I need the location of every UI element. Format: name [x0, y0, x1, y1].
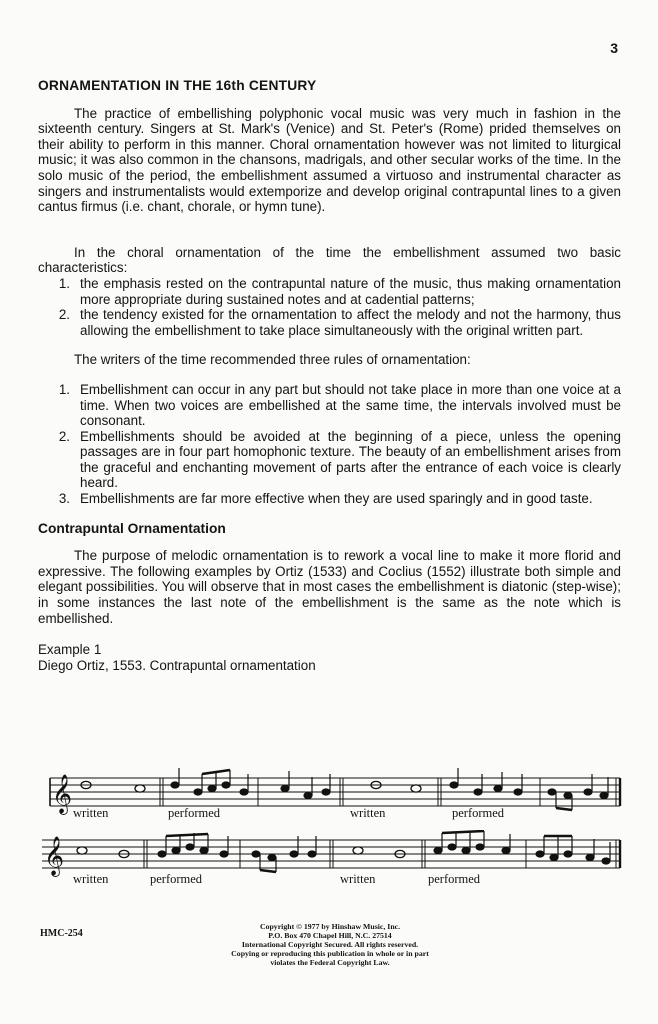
staff-1-label-performed: performed	[452, 806, 505, 820]
treble-clef-icon: 𝄞	[52, 774, 73, 814]
staff-2-label-written: written	[340, 872, 376, 886]
list-item: 1. the emphasis rested on the contrapuntal nature of the music, thus making ornamentation more appropriate during sustained notes and at cadential patterns;	[58, 275, 621, 307]
article-body	[38, 78, 621, 673]
list-item: 2. the tendency existed for the ornamentation to affect the melody and not the harmony, thus allowing the embellishment to take place simultaneously with the original written part.	[58, 307, 621, 338]
intro-paragraph: The practice of embellishing polyphonic vocal music was very much in fashion in the sixteenth century. Singers at St. Mark's (Venice) and St. Peter's (Rome) prided themselves on their ability to perform in this manner. Choral ornamentation however was not limited to liturgical music; it was also common in the chansons, madrigals, and other secular works of the time. In the solo music of the period, the embellishment assumed a virtuoso and instrumental character as singers and instrumentalists would extemporize and develop original contrapuntal lines to a given cantus firmus (i.e. chant, chorale, or hymn tune).	[38, 105, 621, 215]
list-item: 3. Embellishments are far more effective when they are used sparingly and in good taste.	[58, 491, 593, 507]
staff-1-label-written: written	[350, 806, 386, 820]
staff-2-notation	[40, 830, 622, 878]
staff-1-notation	[40, 768, 622, 816]
characteristics-intro: In the choral ornamentation of the time the embellishment assumed two basic characteristics:	[38, 244, 621, 276]
section-heading: ORNAMENTATION IN THE 16th CENTURY	[38, 78, 317, 93]
example-caption: Diego Ortiz, 1553. Contrapuntal ornamentation	[38, 657, 316, 673]
music-staff-1	[40, 768, 622, 816]
staff-2-label-written: written	[73, 872, 109, 886]
treble-clef-icon: 𝄞	[44, 836, 65, 876]
characteristics-list	[38, 276, 621, 338]
rules-list	[38, 382, 621, 507]
staff-2-label-performed: performed	[150, 872, 203, 886]
page-number: 3	[610, 40, 618, 56]
staff-1-label-written: written	[73, 806, 109, 820]
staff-2-label-performed: performed	[428, 872, 481, 886]
subsection-heading: Contrapuntal Ornamentation	[38, 520, 226, 536]
footer-code: HMC-254	[40, 928, 83, 939]
list-item: 1. Embellishment can occur in any part but should not take place in more than one voice at a time. When two voices are embellished at the same time, the intervals involved must be consonant.	[58, 381, 621, 429]
rules-intro: The writers of the time recommended three rules of ornamentation:	[74, 352, 471, 368]
copyright-notice: Copyright © 1977 by Hinshaw Music, Inc. P.O. Box 470 Chapel Hill, N.C. 27514 International Copyright Secured. All rights reserved. Copying or reproducing this publication in whole or in part violates the Federal Copyright Law.	[231, 922, 429, 967]
example-title: Example 1	[38, 642, 102, 658]
staff-1-label-performed: performed	[168, 806, 221, 820]
music-staff-2	[40, 830, 622, 878]
list-item: 2. Embellishments should be avoided at the beginning of a piece, unless the opening passages are in four part homophonic texture. The beauty of an embellishment arises from the graceful and enchanting movement of parts after the entrance of each voice is clearly heard.	[58, 428, 621, 491]
ornamentation-paragraph: The purpose of melodic ornamentation is to rework a vocal line to make it more florid and expressive. The following examples by Ortiz (1533) and Coclius (1552) illustrate both simple and elegant possibilities. You will observe that in most cases the embellishment is diatonic (step-wise); in some instances the last note of the embellishment is the same as the note which is embellished.	[38, 548, 621, 626]
